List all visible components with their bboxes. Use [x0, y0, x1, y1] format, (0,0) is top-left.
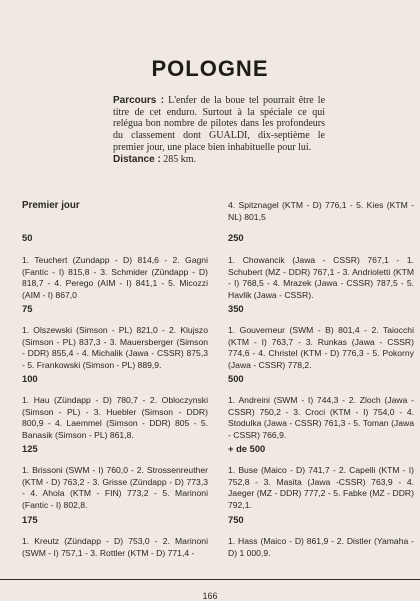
footer-divider: [0, 579, 420, 580]
distance-label: Distance :: [113, 153, 161, 165]
distance-value: 285 km.: [163, 153, 197, 165]
class-heading: 75: [22, 303, 33, 314]
class-heading: + de 500: [228, 443, 266, 454]
continued-results: 4. Spitznagel (KTM - D) 776,1 - 5. Kies (KTM - NL) 801,5: [228, 200, 414, 222]
page-title: POLOGNE: [151, 56, 269, 81]
day-heading: Premier jour: [22, 200, 80, 211]
class-results: 1. Hau (Zündapp - D) 780,7 - 2. Obloczynski (Simson - PL) - 3. Huebler (Simson - DDR) 800,9 - 4. Laemmel (Simson - DDR) 805 - 5. Banasik (Simson - PL) 861,8.: [22, 395, 208, 440]
class-heading: 250: [228, 232, 244, 243]
class-heading: 750: [228, 514, 244, 525]
class-results: 1. Andreini (SWM - I) 744,3 - 2. Zloch (Jawa - CSSR) 750,2 - 3. Croci (KTM - I) 754,0 - 4. Stodulka (Jawa - CSSR) 761,3 - 5. Toman (Jawa - CSSR) 766,9.: [228, 395, 414, 440]
class-results: 1. Buse (Maico - D) 741,7 - 2. Capelli (KTM - I) 752,8 - 3. Masita (Jawa -CSSR) 763,9 - 4. Jaeger (MZ - DDR) 777,2 - 5. Fabke (MZ - DDR) 792,1.: [228, 465, 414, 510]
class-heading: 175: [22, 514, 38, 525]
class-heading: 350: [228, 303, 244, 314]
class-results: 1. Kreutz (Zündapp - D) 753,0 - 2. Marinoni (SWM - I) 757,1 - 3. Rottler (KTM - D) 771,4 -: [22, 536, 208, 558]
class-results: 1. Chowancik (Jawa - CSSR) 767,1 - 1. Schubert (MZ - DDR) 767,1 - 3. Andrioletti (KTM - I) 768,5 - 4. Mrazek (Jawa - CSSR) 787,5 - 5. Havlik (Jawa - CSSR).: [228, 255, 414, 300]
class-heading: 500: [228, 373, 244, 384]
class-results: 1. Teuchert (Zundapp - D) 814,6 - 2. Gagni (Fantic - I) 815,8 - 3. Schmider (Zündapp - D) 818,7 - 4. Perego (AIM - I) 841,1 - 5. Micozzi (AIM - I) 867,0: [22, 255, 208, 300]
distance-line: [113, 154, 325, 166]
parcours-text: L'enfer de la boue tel pourrait être le titre de cet enduro. Surtout à la spéciale ce qui relégua bon nombre de pilotes dans les profondeurs du classement dont GUALDI, dix-septième le premier jour, une place bien inhabituelle pour lui.: [113, 95, 326, 153]
page-number: 166: [202, 591, 218, 601]
class-heading: 125: [22, 443, 38, 454]
class-results: 1. Brissoni (SWM - I) 760,0 - 2. Strossenreuther (KTM - D) 763,2 - 3. Grisse (Zündapp - D) 773,3 - 4. Ahola (KTM - FIN) 773,2 - 5. Marinoni (Fantic - I) 802,8.: [22, 465, 208, 510]
intro-paragraph: [113, 95, 325, 165]
class-heading: 100: [22, 373, 38, 384]
class-heading: 50: [22, 232, 33, 243]
class-results: 1. Olszewski (Simson - PL) 821,0 - 2. Klujszo (Simson - PL) 837,3 - 3. Mauersberger (Simson - DDR) 855,4 - 4. Michalik (Jawa - CSSR) 875,3 - 5. Frankowski (Simson - PL) 889,9.: [22, 325, 208, 370]
class-results: 1. Hass (Maico - D) 861,9 - 2. Distler (Yamaha - D) 1 000,9.: [228, 536, 414, 558]
class-results: 1. Gouverneur (SWM - B) 801,4 - 2. Taiocchi (KTM - I) 763,7 - 3. Runkas (Jawa - CSSR) 774,6 - 4. Christel (KTM - D) 776,3 - 5. Pokorny (Jawa - CSSR) 778,2.: [228, 325, 414, 370]
parcours-label: Parcours :: [113, 95, 165, 106]
